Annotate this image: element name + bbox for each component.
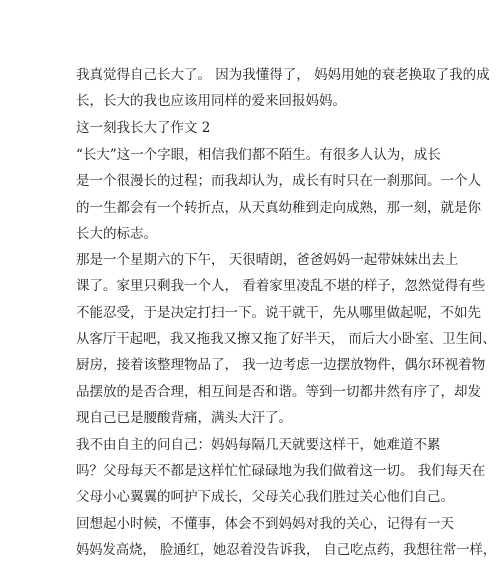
text-line-13: 品摆放的是否合理，相互间是否和谐。等到一切都井然有序了，却发: [76, 384, 481, 400]
text-line-7: 长大的标志。: [76, 226, 157, 242]
section-heading: 这一刻我长大了作文 2: [76, 120, 211, 136]
text-line-5: 是一个很漫长的过程；而我却认为，成长有时只在一刹那间。一个人: [76, 173, 481, 189]
text-line-2: 长，长大的我也应该用同样的爱来回报妈妈。: [76, 93, 346, 109]
text-line-14: 现自己已是腰酸背痛，满头大汗了。: [76, 410, 292, 426]
text-line-4: “长大”这一个字眼，相信我们都不陌生。有很多人认为，成长: [76, 147, 441, 163]
text-line-17: 父母小心翼翼的呵护下成长，父母关心我们胜过关心他们自己。: [76, 489, 454, 505]
text-line-11: 从客厅干起吧，我又拖我又擦又拖了好半天， 而后大小卧室、卫生间、: [76, 331, 496, 347]
text-line-12: 厨房，接着该整理物品了， 我一边考虑一边摆放物件，偶尔环视着物: [76, 357, 486, 373]
text-line-16: 吗？父母每天不都是这样忙忙碌碌地为我们做着这一切。 我们每天在: [76, 463, 486, 479]
text-line-1: 我真觉得自己长大了。 因为我懂得了， 妈妈用她的衰老换取了我的成: [76, 67, 490, 83]
text-line-9: 课了。家里只剩我一个人， 看着家里凌乱不堪的样子，忽然觉得有些: [76, 278, 486, 294]
text-line-18: 回想起小时候，不懂事，体会不到妈妈对我的关心，记得有一天: [76, 516, 454, 532]
text-line-10: 不能忍受，于是决定打扫一下。说干就干，先从哪里做起呢，不如先: [76, 305, 481, 321]
text-line-19: 妈妈发高烧， 脸通红，她忍着没告诉我， 自己吃点药，我想往常一样，: [76, 542, 497, 558]
text-line-6: 的一生都会有一个转折点，从天真幼稚到走向成熟，那一刻，就是你: [76, 200, 481, 216]
text-line-15: 我不由自主的问自己：妈妈每隔几天就要这样干，她难道不累: [76, 437, 441, 453]
text-line-8: 那是一个星期六的下午， 天很晴朗，爸爸妈妈一起带妹妹出去上: [76, 252, 459, 268]
